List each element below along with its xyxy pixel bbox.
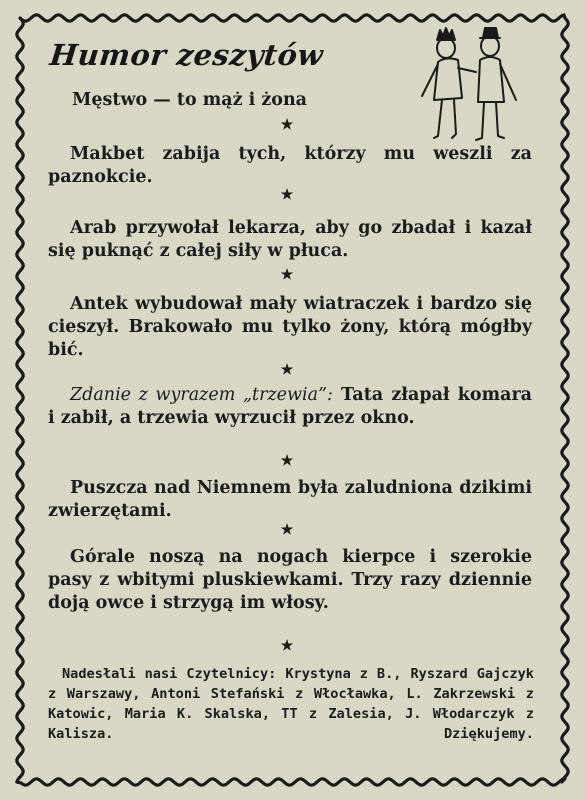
star-separator: ★ xyxy=(280,453,294,469)
credits-text: Nadesłali nasi Czytelnicy: Krystyna z B., Ryszard Gajczyk z Warszawy, Antoni Stefański z Włocławka, L. Zakrzewski z Katowic, Maria K. Skalska, TT z Zalesia, J. Włodarczyk z Kalisza. xyxy=(48,666,534,742)
joke-6: Puszcza nad Niemnem była zaludniona dzikimi zwierzętami. xyxy=(48,478,532,521)
joke-3: Arab przywołał lekarza, aby go zbadał i kazał się puknąć z całej siły w płuca. xyxy=(48,218,532,261)
joke-2: Makbet zabija tych, którzy mu weszli za paznokcie. xyxy=(48,144,532,187)
page-title: Humor zeszytów xyxy=(48,38,325,72)
two-men-illustration-icon xyxy=(410,24,525,144)
star-separator: ★ xyxy=(280,117,294,133)
joke-5: Zdanie z wyrazem „trzewia”: Tata złapał komara i zabił, a trzewia wyrzucił przez okno. xyxy=(48,385,533,428)
star-separator: ★ xyxy=(280,362,294,378)
star-separator: ★ xyxy=(280,638,294,654)
star-separator: ★ xyxy=(280,522,294,538)
joke-5-lead: Zdanie z wyrazem „trzewia”: xyxy=(70,385,333,405)
credits-note xyxy=(48,664,534,744)
star-separator: ★ xyxy=(280,267,294,283)
thanks-text: Dziękujemy. xyxy=(443,726,534,742)
star-separator: ★ xyxy=(280,187,294,203)
joke-1: Męstwo — to mąż i żona xyxy=(72,90,308,110)
joke-7: Górale noszą na nogach kierpce i szerokie pasy z wbitymi pluskiewkami. Trzy razy dziennie doją owce i strzygą im włosy. xyxy=(48,547,532,613)
joke-4: Antek wybudował mały wiatraczek i bardzo się cieszył. Brakowało mu tylko żony, którą mógłby bić. xyxy=(48,294,532,360)
